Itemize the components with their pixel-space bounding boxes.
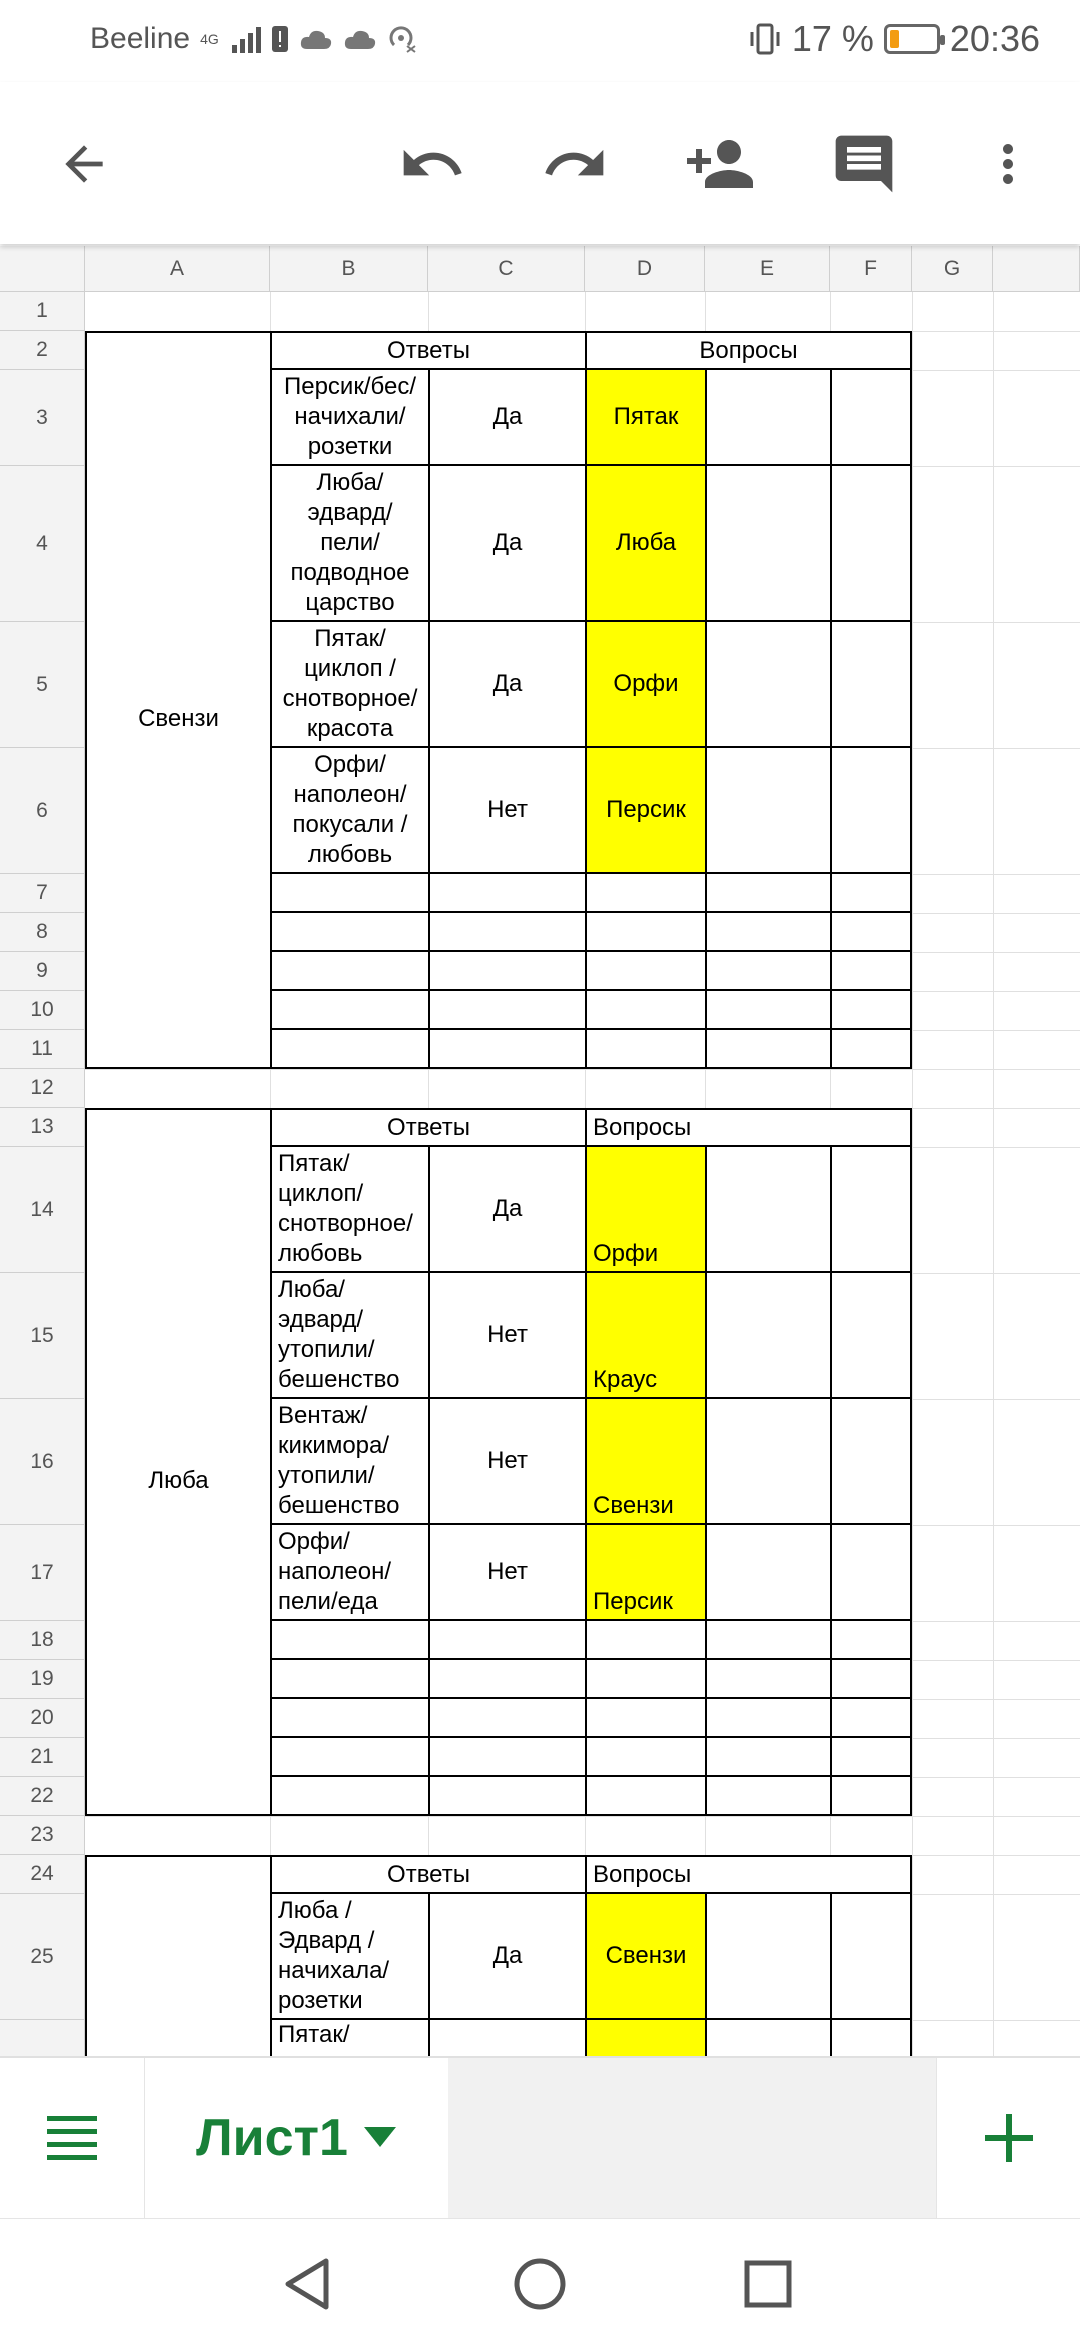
corner-cell[interactable]: [0, 246, 85, 292]
question-cell[interactable]: Свензи: [585, 1399, 705, 1525]
empty-cell-f[interactable]: [830, 1147, 912, 1273]
result-cell[interactable]: Да: [428, 1147, 585, 1273]
empty-answer-cell[interactable]: [270, 991, 428, 1030]
empty-result-cell[interactable]: [428, 1699, 585, 1738]
empty-question-cell[interactable]: [585, 874, 705, 913]
empty-cell-e[interactable]: [705, 1273, 830, 1399]
question-cell[interactable]: Персик: [585, 748, 705, 874]
empty-cell-f[interactable]: [830, 1621, 912, 1660]
empty-cell-f[interactable]: [830, 466, 912, 622]
row-header[interactable]: 9: [0, 952, 85, 991]
hotspot-icon: [387, 24, 417, 54]
answer-cell[interactable]: Пятак/: [270, 2020, 428, 2056]
question-cell[interactable]: Краус: [585, 1273, 705, 1399]
row-header-partial: [0, 2020, 85, 2056]
gridline-vertical: [912, 292, 913, 2056]
answers-header-cell[interactable]: Ответы: [270, 331, 585, 370]
row-header[interactable]: 24: [0, 1855, 85, 1894]
square-recents-icon: [743, 2259, 793, 2309]
empty-question-cell[interactable]: [585, 1699, 705, 1738]
answer-cell[interactable]: Орфи/ наполеон/ покусали / любовь: [270, 748, 428, 874]
empty-answer-cell[interactable]: [270, 1699, 428, 1738]
row-header[interactable]: 1: [0, 292, 85, 331]
signal-icon: [232, 25, 261, 53]
row-header[interactable]: 7: [0, 874, 85, 913]
row-header[interactable]: 17: [0, 1525, 85, 1621]
gridline-horizontal: [85, 1069, 1080, 1070]
app-toolbar: [0, 82, 1080, 244]
empty-cell-f[interactable]: [830, 1030, 912, 1069]
status-right: [748, 18, 1040, 60]
dropdown-triangle-icon: [364, 2127, 396, 2149]
empty-cell-e[interactable]: [705, 874, 830, 913]
block-corner-cell[interactable]: [85, 331, 270, 370]
empty-cell-f[interactable]: [830, 913, 912, 952]
empty-result-cell[interactable]: [428, 1738, 585, 1777]
row-header[interactable]: 3: [0, 370, 85, 466]
empty-cell-e[interactable]: [705, 913, 830, 952]
triangle-back-icon: [282, 2257, 332, 2311]
column-header-c[interactable]: C: [428, 246, 585, 292]
answer-cell[interactable]: Вентаж/ кикимора/ утопили/ бешенство: [270, 1399, 428, 1525]
column-header-e[interactable]: E: [705, 246, 830, 292]
redo-icon: [541, 130, 609, 198]
result-cell[interactable]: [428, 2020, 585, 2056]
empty-cell-e[interactable]: [705, 1621, 830, 1660]
network-type-label: 4G: [200, 31, 219, 47]
result-cell[interactable]: Нет: [428, 1399, 585, 1525]
result-cell[interactable]: Нет: [428, 748, 585, 874]
answer-cell[interactable]: Персик/бес/ начихали/ розетки: [270, 370, 428, 466]
empty-question-cell[interactable]: [585, 1660, 705, 1699]
empty-cell-e[interactable]: [705, 1894, 830, 2020]
empty-cell-e[interactable]: [705, 952, 830, 991]
more-vert-icon: [978, 134, 1038, 194]
answers-header-cell[interactable]: Ответы: [270, 1855, 585, 1894]
sheet-tab-label: Лист1: [196, 2109, 348, 2167]
question-cell[interactable]: Орфи: [585, 1147, 705, 1273]
add-sheet-button[interactable]: [936, 2058, 1080, 2218]
question-cell[interactable]: Орфи: [585, 622, 705, 748]
empty-result-cell[interactable]: [428, 913, 585, 952]
empty-cell-e[interactable]: [705, 1030, 830, 1069]
empty-question-cell[interactable]: [585, 1621, 705, 1660]
system-nav-bar: [0, 2218, 1080, 2340]
empty-cell-f[interactable]: [830, 2020, 912, 2056]
empty-answer-cell[interactable]: [270, 1738, 428, 1777]
empty-cell-e[interactable]: [705, 1660, 830, 1699]
undo-icon: [398, 130, 466, 198]
empty-cell-e[interactable]: [705, 1738, 830, 1777]
nav-recents-button[interactable]: [733, 2249, 803, 2319]
questions-header-cell[interactable]: Вопросы: [585, 331, 912, 370]
empty-cell-e[interactable]: [705, 748, 830, 874]
empty-question-cell[interactable]: [585, 913, 705, 952]
redo-button[interactable]: [533, 122, 617, 206]
sheet-bar-empty-area: [448, 2058, 936, 2218]
more-options-button[interactable]: [966, 122, 1050, 206]
empty-cell-f[interactable]: [830, 991, 912, 1030]
block-corner-cell[interactable]: [85, 1855, 270, 1894]
cloud-icon: [299, 27, 333, 51]
empty-answer-cell[interactable]: [270, 1777, 428, 1816]
empty-result-cell[interactable]: [428, 952, 585, 991]
question-cell[interactable]: Свензи: [585, 1894, 705, 2020]
row-header[interactable]: 25: [0, 1894, 85, 2020]
questions-header-cell[interactable]: Вопросы: [585, 1108, 912, 1147]
empty-cell-e[interactable]: [705, 622, 830, 748]
empty-cell-f[interactable]: [830, 1273, 912, 1399]
row-header[interactable]: 22: [0, 1777, 85, 1816]
empty-result-cell[interactable]: [428, 874, 585, 913]
empty-question-cell[interactable]: [585, 1738, 705, 1777]
result-cell[interactable]: Нет: [428, 1525, 585, 1621]
empty-cell-f[interactable]: [830, 952, 912, 991]
empty-cell-f[interactable]: [830, 1894, 912, 2020]
sheet-tab-active[interactable]: [145, 2058, 447, 2218]
empty-cell-f[interactable]: [830, 1660, 912, 1699]
comment-button[interactable]: [822, 122, 906, 206]
column-header-f[interactable]: F: [830, 246, 912, 292]
empty-result-cell[interactable]: [428, 991, 585, 1030]
gridline-horizontal: [85, 1816, 1080, 1817]
column-header-a[interactable]: A: [85, 246, 270, 292]
answer-cell[interactable]: Люба / Эдвард / начихала/ розетки: [270, 1894, 428, 2020]
question-cell[interactable]: [585, 2020, 705, 2056]
empty-cell-e[interactable]: [705, 1399, 830, 1525]
result-cell[interactable]: Нет: [428, 1273, 585, 1399]
column-header-b[interactable]: B: [270, 246, 428, 292]
back-arrow-icon: [56, 136, 112, 192]
status-bar: [0, 0, 1080, 82]
answer-cell[interactable]: Пятак/ циклоп / снотворное/ красота: [270, 622, 428, 748]
row-header[interactable]: 4: [0, 466, 85, 622]
empty-cell-e[interactable]: [705, 1525, 830, 1621]
back-button[interactable]: [42, 122, 126, 206]
all-sheets-button[interactable]: [0, 2058, 145, 2218]
empty-cell-e[interactable]: [705, 1777, 830, 1816]
row-header[interactable]: 20: [0, 1699, 85, 1738]
nav-home-button[interactable]: [505, 2249, 575, 2319]
answer-cell[interactable]: Люба/ эдвард/ утопили/ бешенство: [270, 1273, 428, 1399]
carrier-label: Beeline: [90, 22, 191, 55]
question-cell[interactable]: Персик: [585, 1525, 705, 1621]
empty-answer-cell[interactable]: [270, 1660, 428, 1699]
block-corner-cell[interactable]: [85, 1108, 270, 1147]
share-button[interactable]: [678, 122, 762, 206]
row-header[interactable]: 14: [0, 1147, 85, 1273]
result-cell[interactable]: Да: [428, 466, 585, 622]
empty-cell-e[interactable]: [705, 1699, 830, 1738]
list-menu-icon: [47, 2116, 97, 2160]
empty-cell-f[interactable]: [830, 748, 912, 874]
player-name-cell[interactable]: Свензи: [85, 370, 270, 1069]
spreadsheet-grid[interactable]: [0, 246, 1080, 2056]
clock: 20:36: [949, 18, 1040, 59]
row-header[interactable]: 12: [0, 1069, 85, 1108]
row-header[interactable]: 19: [0, 1660, 85, 1699]
row-header[interactable]: 10: [0, 991, 85, 1030]
empty-answer-cell[interactable]: [270, 874, 428, 913]
empty-answer-cell[interactable]: [270, 913, 428, 952]
result-cell[interactable]: Да: [428, 370, 585, 466]
empty-question-cell[interactable]: [585, 991, 705, 1030]
vibrate-icon: [748, 22, 782, 56]
empty-cell-f[interactable]: [830, 1525, 912, 1621]
column-header-blank: [993, 246, 1080, 292]
empty-answer-cell[interactable]: [270, 1621, 428, 1660]
question-cell[interactable]: Пятак: [585, 370, 705, 466]
alert-icon: [271, 25, 289, 53]
questions-header-cell[interactable]: Вопросы: [585, 1855, 912, 1894]
column-header-g[interactable]: G: [912, 246, 993, 292]
empty-cell-f[interactable]: [830, 1777, 912, 1816]
row-header[interactable]: 2: [0, 331, 85, 370]
nav-back-button[interactable]: [272, 2249, 342, 2319]
gridline-vertical: [993, 292, 994, 2056]
empty-cell-f[interactable]: [830, 1399, 912, 1525]
empty-result-cell[interactable]: [428, 1621, 585, 1660]
plus-icon: [985, 2114, 1033, 2162]
row-header[interactable]: 5: [0, 622, 85, 748]
empty-question-cell[interactable]: [585, 952, 705, 991]
row-header[interactable]: 6: [0, 748, 85, 874]
add-person-icon: [684, 128, 756, 200]
row-header[interactable]: 23: [0, 1816, 85, 1855]
battery-percent: 17 %: [791, 18, 874, 59]
empty-cell-e[interactable]: [705, 370, 830, 466]
row-header[interactable]: 18: [0, 1621, 85, 1660]
battery-icon: [884, 24, 940, 54]
row-header[interactable]: 8: [0, 913, 85, 952]
row-header[interactable]: 21: [0, 1738, 85, 1777]
answers-header-cell[interactable]: Ответы: [270, 1108, 585, 1147]
sheet-bar: [0, 2056, 1080, 2218]
row-header[interactable]: 13: [0, 1108, 85, 1147]
comment-icon: [830, 130, 898, 198]
answer-cell[interactable]: Орфи/ наполеон/ пели/еда: [270, 1525, 428, 1621]
question-cell[interactable]: Люба: [585, 466, 705, 622]
empty-result-cell[interactable]: [428, 1777, 585, 1816]
empty-result-cell[interactable]: [428, 1660, 585, 1699]
result-cell[interactable]: Да: [428, 1894, 585, 2020]
empty-cell-f[interactable]: [830, 622, 912, 748]
empty-cell-f[interactable]: [830, 1738, 912, 1777]
cloud-icon-2: [343, 27, 377, 51]
empty-cell-e[interactable]: [705, 466, 830, 622]
answer-cell[interactable]: Люба/ эдвард/ пели/ подводное царство: [270, 466, 428, 622]
empty-result-cell[interactable]: [428, 1030, 585, 1069]
empty-cell-f[interactable]: [830, 370, 912, 466]
column-header-d[interactable]: D: [585, 246, 705, 292]
player-name-cell[interactable]: Люба: [85, 1147, 270, 1816]
empty-cell-f[interactable]: [830, 874, 912, 913]
empty-question-cell[interactable]: [585, 1777, 705, 1816]
status-left: [90, 22, 417, 56]
row-header[interactable]: 15: [0, 1273, 85, 1399]
undo-button[interactable]: [390, 122, 474, 206]
row-header[interactable]: 16: [0, 1399, 85, 1525]
result-cell[interactable]: Да: [428, 622, 585, 748]
empty-cell-e[interactable]: [705, 2020, 830, 2056]
empty-cell-f[interactable]: [830, 1699, 912, 1738]
empty-answer-cell[interactable]: [270, 952, 428, 991]
empty-question-cell[interactable]: [585, 1030, 705, 1069]
player-name-cell[interactable]: [85, 1894, 270, 2056]
circle-home-icon: [513, 2257, 567, 2311]
row-header[interactable]: 11: [0, 1030, 85, 1069]
empty-cell-e[interactable]: [705, 1147, 830, 1273]
empty-cell-e[interactable]: [705, 991, 830, 1030]
empty-answer-cell[interactable]: [270, 1030, 428, 1069]
answer-cell[interactable]: Пятак/ циклоп/ снотворное/ любовь: [270, 1147, 428, 1273]
